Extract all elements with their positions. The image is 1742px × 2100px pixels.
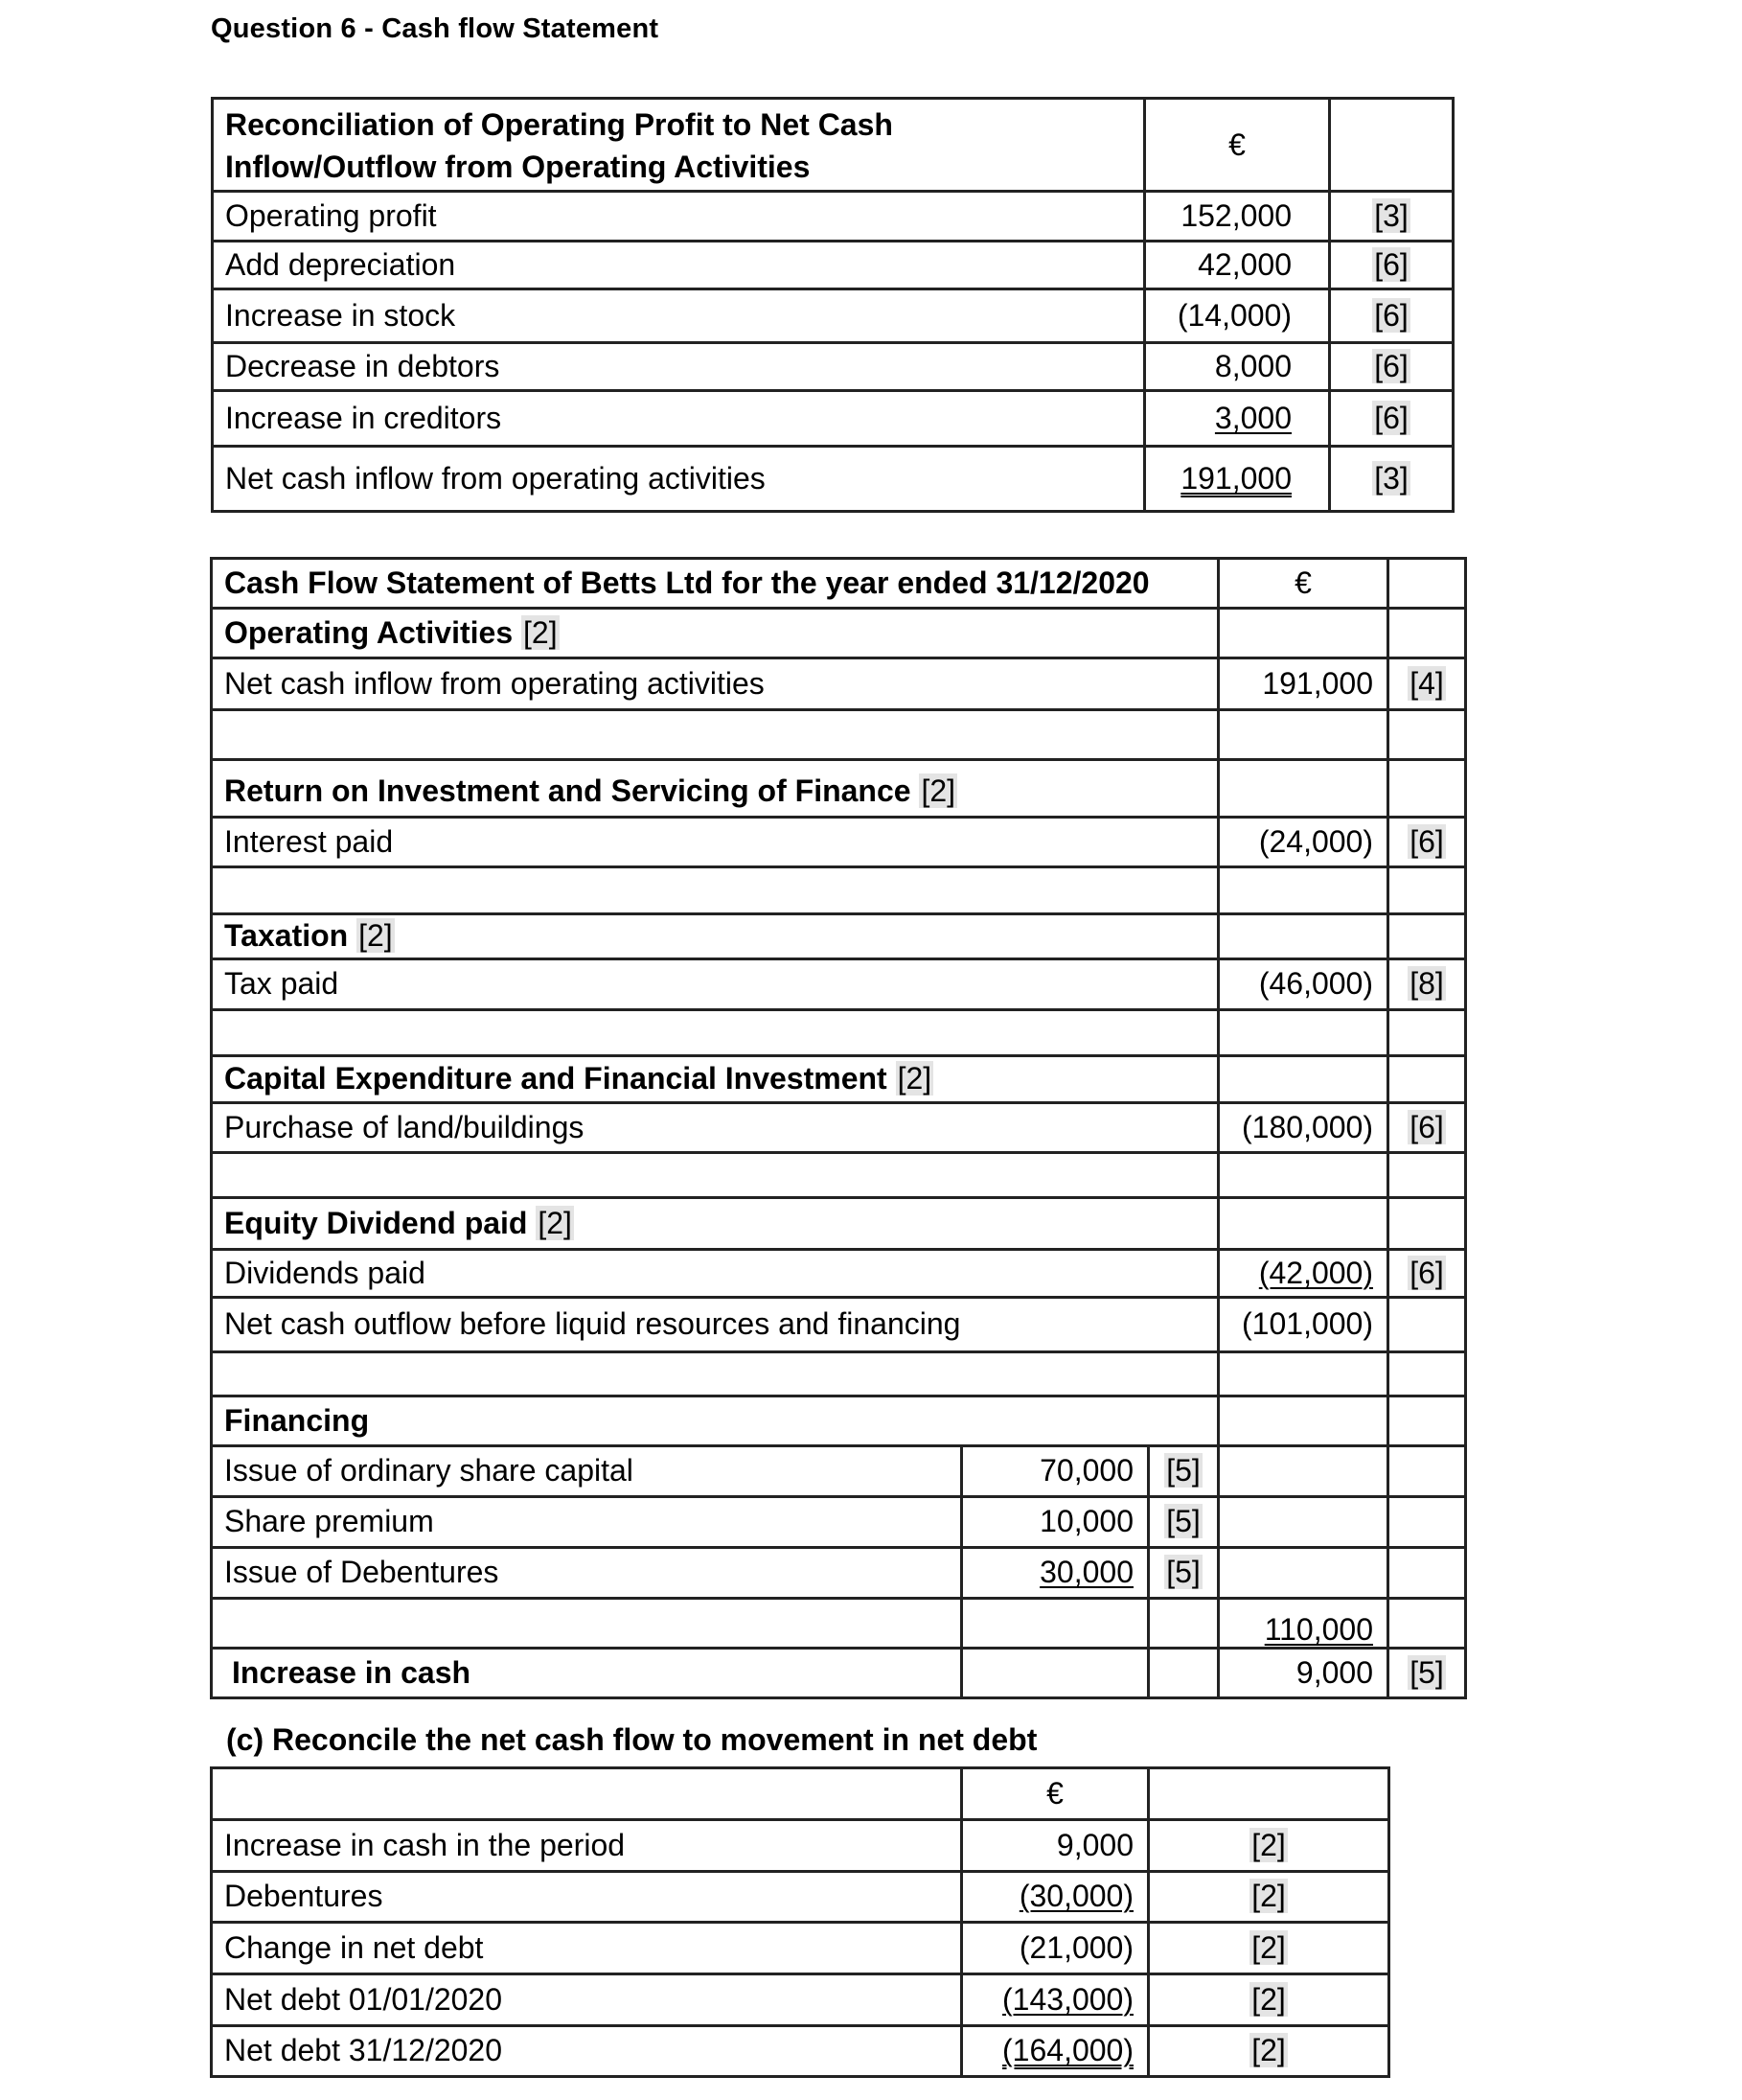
table-row <box>212 1649 1466 1698</box>
cash-flow-statement-table <box>210 557 1467 1699</box>
table-row <box>212 1872 1389 1923</box>
table-row <box>212 1923 1389 1974</box>
net-debt-mark: [2] <box>1149 1872 1389 1923</box>
table-row <box>212 1250 1466 1298</box>
table-row <box>212 1446 1466 1497</box>
financing-amount: 10,000 <box>962 1497 1149 1548</box>
dividend-amount: (42,000) <box>1219 1250 1388 1298</box>
recon-mark: [6] <box>1330 343 1454 391</box>
recon-heading-line2: Inflow/Outflow from Operating Activities <box>225 150 811 185</box>
table-row <box>212 1497 1466 1548</box>
net-debt-label: Net debt 31/12/2020 <box>212 2026 962 2077</box>
recon-label: Increase in stock <box>213 289 1145 343</box>
financing-mark: [5] <box>1149 1497 1219 1548</box>
recon-mark: [3] <box>1330 447 1454 512</box>
recon-heading-line1: Reconciliation of Operating Profit to Net Cash <box>225 107 893 142</box>
taxation-heading: Taxation [2] <box>212 914 1219 959</box>
section-heading <box>212 760 1466 818</box>
net-debt-mark-header <box>1149 1768 1389 1820</box>
table-row <box>213 391 1454 447</box>
before-financing-amount: (101,000) <box>1219 1298 1388 1352</box>
recon-heading <box>213 99 1145 192</box>
recon-amount: (14,000) <box>1145 289 1330 343</box>
net-debt-amount: (30,000) <box>962 1872 1149 1923</box>
financing-amount: 30,000 <box>962 1548 1149 1599</box>
taxation-label: Tax paid <box>212 959 1219 1010</box>
section-heading <box>212 1056 1466 1103</box>
returns-mark: [6] <box>1388 818 1466 867</box>
page-title: Question 6 - Cash flow Statement <box>211 13 659 44</box>
table-row <box>213 447 1454 512</box>
table-row <box>212 1298 1466 1352</box>
capex-mark: [6] <box>1388 1103 1466 1153</box>
reconciliation-table <box>211 97 1455 513</box>
net-debt-amount: 9,000 <box>962 1820 1149 1872</box>
table-row <box>212 818 1466 867</box>
table-row <box>213 343 1454 391</box>
recon-mark-header <box>1330 99 1454 192</box>
table-row <box>212 658 1466 710</box>
part-c-title: (c) Reconcile the net cash flow to movement in net debt <box>226 1722 1038 1757</box>
financing-label: Issue of Debentures <box>212 1548 962 1599</box>
cfs-mark-header <box>1388 559 1466 609</box>
cfs-currency: € <box>1219 559 1388 609</box>
net-debt-mark: [2] <box>1149 2026 1389 2077</box>
recon-mark: [6] <box>1330 289 1454 343</box>
dividend-heading: Equity Dividend paid [2] <box>212 1198 1219 1250</box>
net-debt-amount: (143,000) <box>962 1974 1149 2026</box>
recon-mark: [6] <box>1330 242 1454 289</box>
operating-mark: [4] <box>1388 658 1466 710</box>
section-heading <box>212 1198 1466 1250</box>
operating-heading: Operating Activities [2] <box>212 609 1219 658</box>
section-heading <box>212 914 1466 959</box>
recon-amount: 42,000 <box>1145 242 1330 289</box>
recon-amount: 8,000 <box>1145 343 1330 391</box>
recon-amount: 3,000 <box>1145 391 1330 447</box>
financing-label: Issue of ordinary share capital <box>212 1446 962 1497</box>
increase-amount: 9,000 <box>1219 1649 1388 1698</box>
table-row <box>213 192 1454 242</box>
net-debt-blank-header <box>212 1768 962 1820</box>
section-heading <box>212 1396 1466 1446</box>
recon-amount: 152,000 <box>1145 192 1330 242</box>
financing-amount: 70,000 <box>962 1446 1149 1497</box>
net-debt-currency: € <box>962 1768 1149 1820</box>
capex-heading: Capital Expenditure and Financial Investment [2] <box>212 1056 1219 1103</box>
recon-amount: 191,000 <box>1145 447 1330 512</box>
before-financing-label: Net cash outflow before liquid resources and financing <box>212 1298 1219 1352</box>
recon-label: Operating profit <box>213 192 1145 242</box>
net-debt-mark: [2] <box>1149 1923 1389 1974</box>
recon-label: Decrease in debtors <box>213 343 1145 391</box>
taxation-mark: [8] <box>1388 959 1466 1010</box>
net-debt-table <box>210 1766 1390 2078</box>
financing-mark: [5] <box>1149 1446 1219 1497</box>
table-row <box>212 2026 1389 2077</box>
net-debt-label: Debentures <box>212 1872 962 1923</box>
section-heading <box>212 609 1466 658</box>
table-row <box>212 1820 1389 1872</box>
returns-label: Interest paid <box>212 818 1219 867</box>
capex-label: Purchase of land/buildings <box>212 1103 1219 1153</box>
table-row <box>212 1599 1466 1649</box>
table-row <box>212 1974 1389 2026</box>
recon-mark: [3] <box>1330 192 1454 242</box>
dividend-label: Dividends paid <box>212 1250 1219 1298</box>
recon-label: Add depreciation <box>213 242 1145 289</box>
financing-heading: Financing <box>212 1396 1219 1446</box>
increase-mark: [5] <box>1388 1649 1466 1698</box>
returns-heading: Return on Investment and Servicing of Finance [2] <box>212 760 1219 818</box>
taxation-amount: (46,000) <box>1219 959 1388 1010</box>
table-row <box>213 289 1454 343</box>
operating-label: Net cash inflow from operating activities <box>212 658 1219 710</box>
increase-label: Increase in cash <box>212 1649 962 1698</box>
recon-label: Net cash inflow from operating activities <box>213 447 1145 512</box>
operating-amount: 191,000 <box>1219 658 1388 710</box>
table-row <box>212 959 1466 1010</box>
financing-label: Share premium <box>212 1497 962 1548</box>
table-row <box>212 1103 1466 1153</box>
financing-total: 110,000 <box>1219 1599 1388 1649</box>
net-debt-label: Net debt 01/01/2020 <box>212 1974 962 2026</box>
net-debt-amount: (21,000) <box>962 1923 1149 1974</box>
cfs-heading: Cash Flow Statement of Betts Ltd for the year ended 31/12/2020 <box>212 559 1219 609</box>
net-debt-amount: (164,000) <box>962 2026 1149 2077</box>
net-debt-mark: [2] <box>1149 1820 1389 1872</box>
returns-amount: (24,000) <box>1219 818 1388 867</box>
table-row <box>213 242 1454 289</box>
recon-currency: € <box>1145 99 1330 192</box>
net-debt-mark: [2] <box>1149 1974 1389 2026</box>
recon-label: Increase in creditors <box>213 391 1145 447</box>
capex-amount: (180,000) <box>1219 1103 1388 1153</box>
financing-mark: [5] <box>1149 1548 1219 1599</box>
net-debt-label: Increase in cash in the period <box>212 1820 962 1872</box>
dividend-mark: [6] <box>1388 1250 1466 1298</box>
table-row <box>212 1548 1466 1599</box>
net-debt-label: Change in net debt <box>212 1923 962 1974</box>
recon-mark: [6] <box>1330 391 1454 447</box>
